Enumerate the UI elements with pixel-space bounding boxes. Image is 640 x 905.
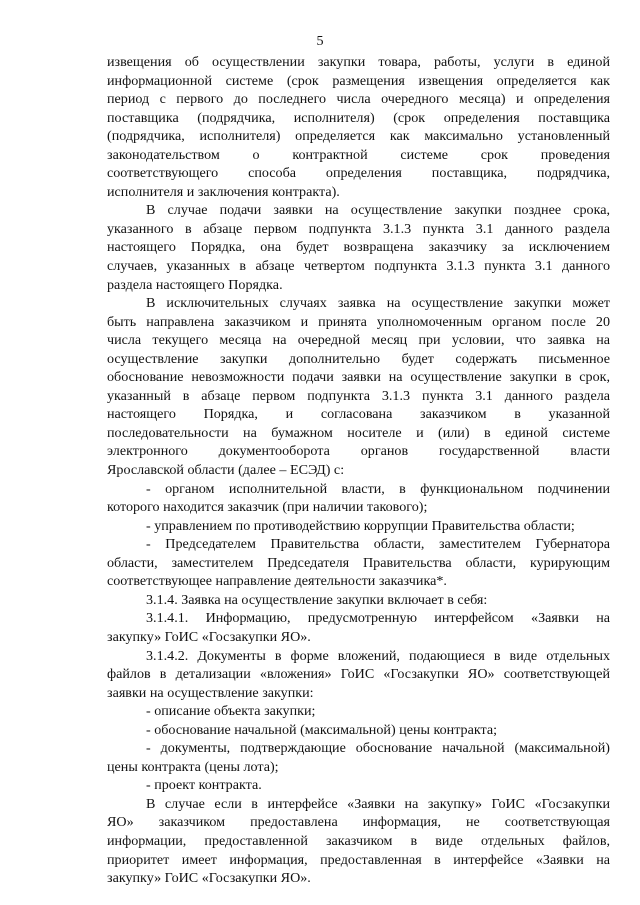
text-line: исполнителя и заключения контракта). bbox=[107, 183, 340, 200]
text-line: электронного документооборота органов государственной власти bbox=[107, 443, 610, 460]
text-line: - документы, подтверждающие обоснование начальной (максимальной) bbox=[146, 740, 610, 757]
text-line: 3.1.4.1. Информацию, предусмотренную интерфейсом «Заявки на bbox=[146, 610, 610, 627]
page-number: 5 bbox=[316, 33, 324, 49]
text-line: - описание объекта закупки; bbox=[146, 703, 316, 720]
text-line: извещения об осуществлении закупки товара, работы, услуги в единой bbox=[107, 54, 610, 70]
text-line: закупку» ГоИС «Госзакупки ЯО». bbox=[107, 870, 311, 887]
text-line: заявки на осуществление закупки: bbox=[107, 684, 314, 701]
text-line: Ярославской области (далее – ЕСЭД) с: bbox=[107, 462, 345, 479]
text-line: указанный в абзаце первом подпункта 3.1.3 пункта 3.1 данного раздела bbox=[107, 387, 610, 404]
text-line: В случае подачи заявки на осуществление закупки позднее срока, bbox=[146, 202, 610, 219]
document-body bbox=[107, 53, 610, 888]
text-line: законодательством о контрактной системе срок проведения bbox=[107, 146, 610, 163]
text-line: ЯО» заказчиком предоставлена информация, не соответствующая bbox=[107, 814, 610, 831]
text-line: обоснование невозможности подачи заявки на осуществление закупки в срок, bbox=[107, 369, 610, 386]
text-line: В исключительных случаях заявка на осуществление закупки может bbox=[146, 295, 610, 312]
text-line: - Председателем Правительства области, заместителем Губернатора bbox=[146, 536, 610, 553]
text-line: последовательности на бумажном носителе и (или) в единой системе bbox=[107, 424, 610, 441]
text-line: 3.1.4. Заявка на осуществление закупки включает в себя: bbox=[146, 591, 488, 608]
text-line: числа текущего месяца на очередной месяц при условии, что заявка на bbox=[107, 332, 610, 349]
text-line: которого находится заказчик (при наличии такового); bbox=[107, 499, 428, 516]
text-line: файлов в детализации «вложения» ГоИС «Госзакупки ЯО» соответствующей bbox=[107, 666, 610, 683]
text-line: поставщика (подрядчика, исполнителя) (срок определения поставщика bbox=[107, 109, 610, 126]
text-line: быть направлена заказчиком и принята уполномоченным органом после 20 bbox=[107, 313, 610, 330]
text-line: В случае если в интерфейсе «Заявки на закупку» ГоИС «Госзакупки bbox=[146, 795, 610, 812]
text-line: - проект контракта. bbox=[146, 777, 262, 794]
text-line: указанного в абзаце первом подпункта 3.1.3 пункта 3.1 данного раздела bbox=[107, 220, 610, 237]
text-line: информационной системе (срок размещения извещения определяется как bbox=[107, 72, 610, 89]
text-line: области, заместителем Председателя Правительства области, курирующим bbox=[107, 554, 610, 571]
text-line: - управлением по противодействию коррупции Правительства области; bbox=[146, 517, 575, 534]
text-line: период с первого до последнего числа очередного месяца) и определения bbox=[107, 91, 610, 108]
text-line: приоритет имеет информация, предоставленная в интерфейсе «Заявки на bbox=[107, 851, 610, 868]
text-line: настоящего Порядка, и согласована заказчиком в указанной bbox=[107, 406, 610, 423]
text-line: (подрядчика, исполнителя) определяется как максимально установленный bbox=[107, 128, 610, 145]
text-line: закупку» ГоИС «Госзакупки ЯО». bbox=[107, 628, 311, 645]
text-line: случаев, указанных в абзаце четвертом подпункта 3.1.3 пункта 3.1 данного bbox=[107, 258, 610, 275]
text-line: настоящего Порядка, она будет возвращена заказчику за исключением bbox=[107, 239, 610, 256]
text-line: - обоснование начальной (максимальной) цены контракта; bbox=[146, 721, 498, 738]
text-line: цены контракта (цены лота); bbox=[107, 758, 279, 775]
text-line: соответствующее направление деятельности заказчика*. bbox=[107, 573, 447, 590]
text-line: 3.1.4.2. Документы в форме вложений, подающиеся в виде отдельных bbox=[146, 647, 610, 664]
text-line: информации, предоставленной заказчиком в виде отдельных файлов, bbox=[107, 832, 610, 849]
text-line: соответствующего способа определения поставщика, подрядчика, bbox=[107, 165, 610, 182]
text-line: раздела настоящего Порядка. bbox=[107, 276, 283, 293]
text-line: осуществление закупки дополнительно будет содержать письменное bbox=[107, 350, 610, 367]
text-line: - органом исполнительной власти, в функциональном подчинении bbox=[146, 480, 610, 497]
